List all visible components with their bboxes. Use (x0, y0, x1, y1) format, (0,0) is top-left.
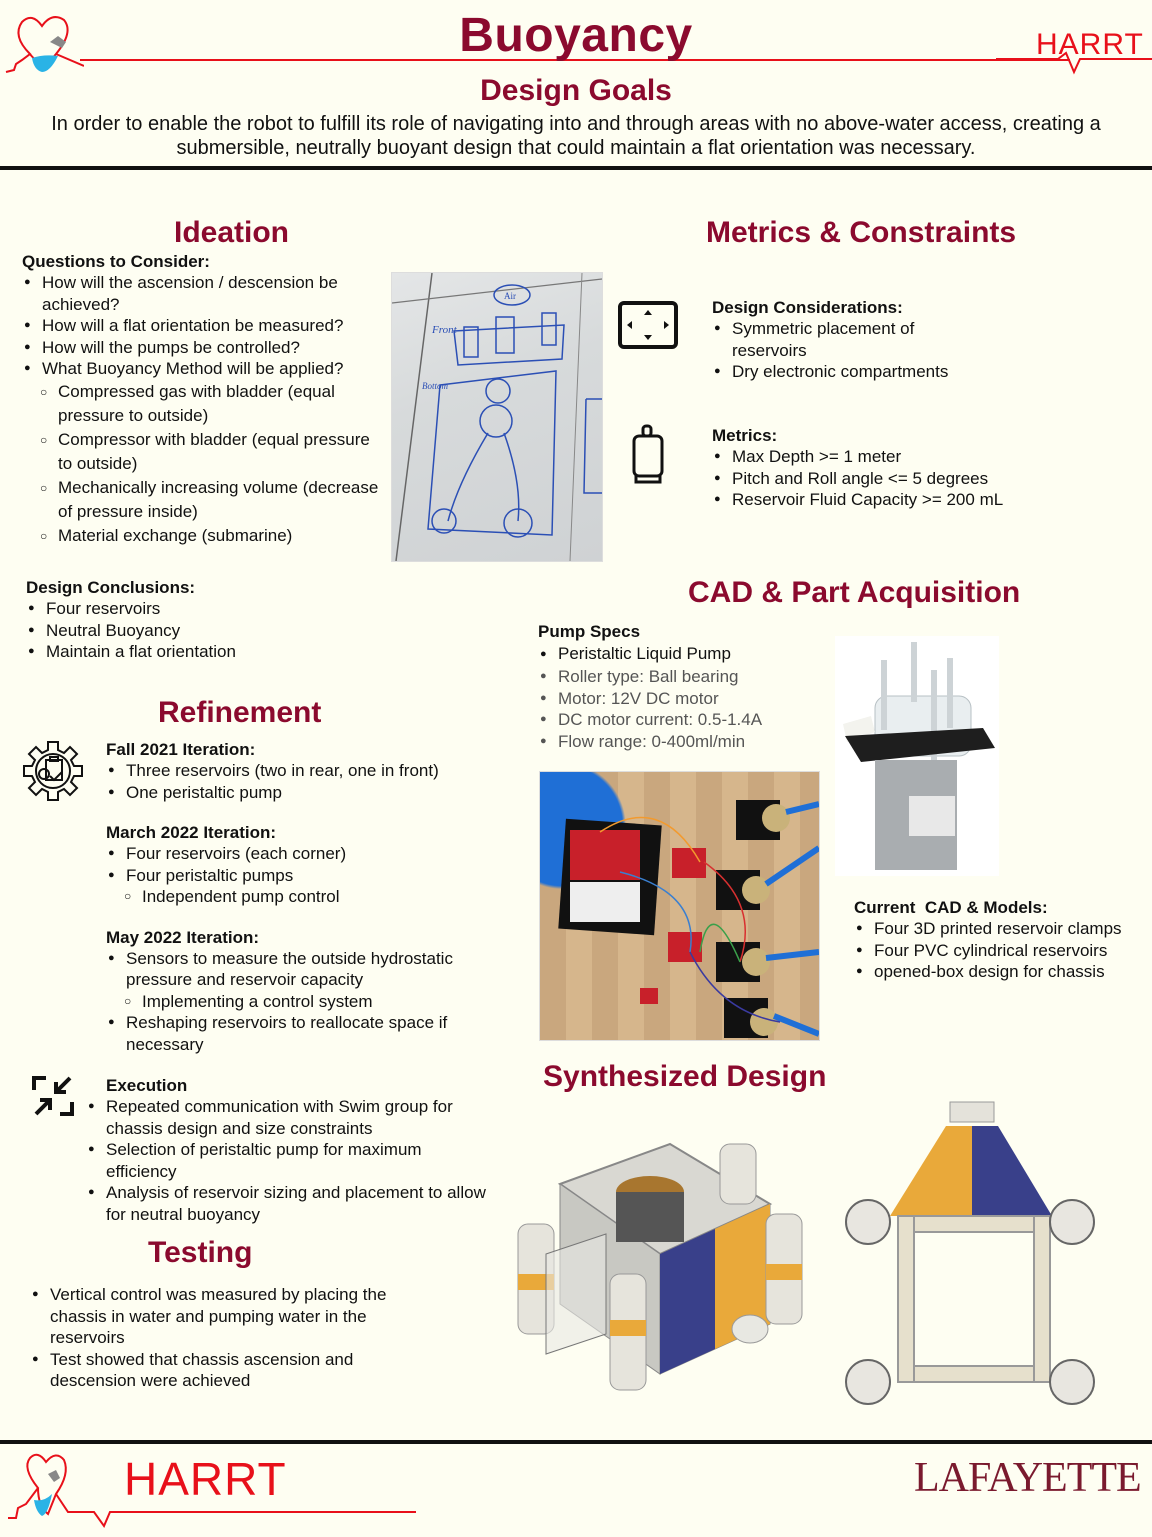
ideation-questions (22, 252, 382, 548)
conclusion-item: ● Neutral Buoyancy (26, 620, 366, 642)
gear-checklist-icon (20, 738, 86, 804)
refinement-heading: Refinement (158, 696, 322, 729)
cad-model-item: ● opened-box design for chassis (854, 961, 1144, 983)
header-divider (0, 166, 1152, 170)
iteration-subitem: ○ Independent pump control (106, 886, 496, 908)
iteration-label: May 2022 Iteration: (106, 927, 260, 947)
metrics-heading: Metrics & Constraints (706, 216, 1017, 249)
metrics-label: Metrics: (712, 426, 778, 445)
execution-item: ● Selection of peristaltic pump for maximum efficiency (86, 1139, 496, 1182)
pump-specs-label: Pump Specs (538, 622, 641, 641)
pump-spec-item: ● Peristaltic Liquid Pump (538, 642, 828, 666)
iteration-item: ● Sensors to measure the outside hydrostatic pressure and reservoir capacity (106, 948, 496, 991)
cad-heading: CAD & Part Acquisition (688, 576, 1021, 609)
question-item: ● How will the ascension / descension be achieved? (22, 272, 382, 315)
design-conclusions (26, 578, 366, 663)
question-item: ● What Buoyancy Method will be applied? (22, 358, 382, 380)
execution-item: ● Repeated communication with Swim group for chassis design and size constraints (86, 1096, 496, 1139)
testing-list (30, 1284, 400, 1392)
peristaltic-pump-image (835, 636, 999, 876)
consideration-item: ● Symmetric placement of reservoirs (712, 318, 972, 361)
sketch-label-front: Front (432, 324, 457, 336)
design-considerations (712, 298, 972, 383)
sketch-label-bottom: Bottom (422, 381, 448, 391)
testing-item: ● Test showed that chassis ascension and descension were achieved (30, 1349, 400, 1392)
method-item: ○ Compressed gas with bladder (equal pressure to outside) (22, 380, 382, 428)
design-goals-heading: Design Goals (480, 74, 672, 107)
conclusion-item: ● Four reservoirs (26, 598, 366, 620)
cad-top-view-render (838, 1100, 1098, 1416)
metric-item: ● Pitch and Roll angle <= 5 degrees (712, 468, 1042, 490)
iteration-label: March 2022 Iteration: (106, 823, 277, 842)
whiteboard-sketch-image (391, 272, 603, 562)
collapse-arrows-icon (30, 1074, 76, 1118)
page-title: Buoyancy (459, 9, 693, 62)
execution-item: ● Analysis of reservoir sizing and placement to allow for neutral buoyancy (86, 1182, 496, 1225)
testing-item: ● Vertical control was measured by placing the chassis in water and pumping water in the reservoirs (30, 1284, 400, 1349)
lafayette-logo: LAFAYETTE (914, 1455, 1141, 1501)
pump-spec-item: ● DC motor current: 0.5-1.4A (538, 709, 828, 731)
testing-heading: Testing (148, 1236, 253, 1269)
questions-label: Questions to Consider: (22, 252, 210, 271)
harrt-header-logo (1036, 28, 1152, 78)
synthesized-heading: Synthesized Design (543, 1060, 827, 1093)
iteration-item: ● One peristaltic pump (106, 782, 496, 804)
iteration-item: ● Four reservoirs (each corner) (106, 843, 496, 865)
metric-item: ● Max Depth >= 1 meter (712, 446, 1042, 468)
conclusion-item: ● Maintain a flat orientation (26, 641, 366, 663)
consideration-item: ● Dry electronic compartments (712, 361, 972, 383)
sketch-label-air: Air (504, 291, 516, 301)
reservoir-icon (630, 424, 666, 486)
iteration-label: Fall 2021 Iteration: (106, 740, 256, 759)
pump-spec-item: ● Flow range: 0-400ml/min (538, 731, 828, 753)
considerations-label: Design Considerations: (712, 298, 903, 317)
iteration-item: ● Reshaping reservoirs to reallocate space if necessary (106, 1012, 496, 1055)
pump-circuit-photo (539, 771, 820, 1041)
symmetry-icon (617, 300, 679, 350)
execution-section (86, 1076, 496, 1225)
method-item: ○ Mechanically increasing volume (decrease of pressure inside) (22, 476, 382, 524)
pump-specs (538, 622, 828, 752)
refinement-iterations (106, 740, 496, 1055)
harrt-logo-text: HARRT (1036, 28, 1144, 61)
cad-models-label: Current CAD & Models: (854, 898, 1048, 917)
iteration-subitem: ○ Implementing a control system (106, 991, 496, 1013)
question-item: ● How will the pumps be controlled? (22, 337, 382, 359)
question-item: ● How will a flat orientation be measured? (22, 315, 382, 337)
harrt-footer-logo (8, 1448, 428, 1532)
execution-label: Execution (106, 1076, 188, 1095)
cad-isometric-render (510, 1124, 810, 1404)
metrics-list (712, 426, 1042, 511)
method-item: ○ Material exchange (submarine) (22, 524, 382, 548)
cad-model-item: ● Four 3D printed reservoir clamps (854, 918, 1144, 940)
footer-divider (0, 1440, 1152, 1444)
cad-model-item: ● Four PVC cylindrical reservoirs (854, 940, 1144, 962)
iteration-item: ● Three reservoirs (two in rear, one in front) (106, 760, 496, 782)
metric-item: ● Reservoir Fluid Capacity >= 200 mL (712, 489, 1042, 511)
method-item: ○ Compressor with bladder (equal pressure to outside) (22, 428, 382, 476)
cad-models (854, 898, 1144, 983)
design-goals-text: In order to enable the robot to fulfill its role of navigating into and through areas with no above-water access, creating a submersible, neutrally buoyant design that could maintain a flat orientation was necessary. (51, 113, 1101, 159)
pump-spec-item: ● Roller type: Ball bearing (538, 666, 828, 688)
ideation-heading: Ideation (174, 216, 290, 249)
conclusions-label: Design Conclusions: (26, 578, 196, 597)
iteration-item: ● Four peristaltic pumps (106, 865, 496, 887)
harrt-footer-text: HARRT (124, 1453, 287, 1505)
pump-spec-item: ● Motor: 12V DC motor (538, 688, 828, 710)
